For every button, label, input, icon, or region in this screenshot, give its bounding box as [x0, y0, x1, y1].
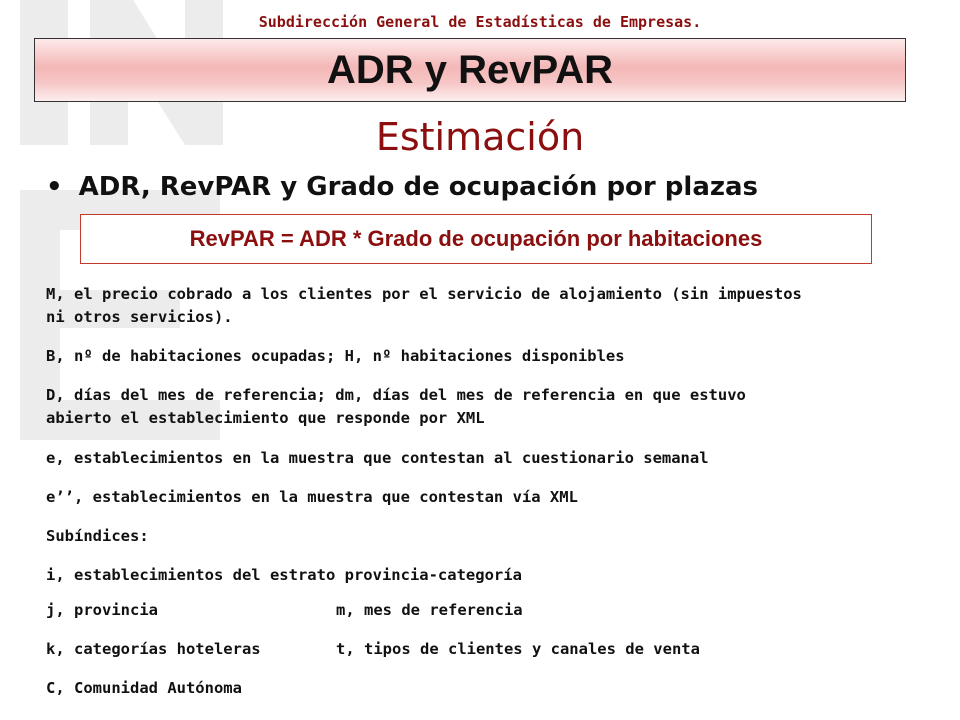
formula-text: RevPAR = ADR * Grado de ocupación por habitaciones: [189, 226, 763, 251]
def-t: t, tipos de clientes y canales de venta: [336, 640, 700, 658]
def-j: j, provincia: [46, 601, 158, 619]
def-c: C, Comunidad Autónoma: [46, 679, 242, 697]
bullet-heading: [46, 172, 758, 202]
def-b: B, nº de habitaciones ocupadas; H, nº habitaciones disponibles: [46, 347, 625, 365]
def-m-line1: M, el precio cobrado a los clientes por el servicio de alojamiento (sin impuestos: [46, 285, 802, 303]
section-subtitle: Estimación: [375, 115, 585, 159]
def-d-line1: D, días del mes de referencia; dm, días del mes de referencia en que estuvo: [46, 386, 746, 404]
def-d-line2: abierto el establecimiento que responde por XML: [46, 409, 485, 427]
def-k: k, categorías hoteleras: [46, 640, 261, 658]
def-subindices: Subíndices:: [46, 527, 149, 545]
def-m-line2: ni otros servicios).: [46, 308, 233, 326]
title-banner: [34, 38, 906, 102]
bullet-text: ADR, RevPAR y Grado de ocupación por plazas: [78, 172, 759, 202]
page-title: ADR y RevPAR: [327, 47, 613, 92]
def-row-k-t: [46, 638, 906, 661]
def-e2: e’’, establecimientos en la muestra que contestan vía XML: [46, 488, 578, 506]
bullet-symbol: •: [46, 172, 63, 202]
organization-header: Subdirección General de Estadísticas de Empresas.: [258, 13, 702, 31]
formula-box: [80, 214, 872, 264]
def-row-j-m: [46, 599, 906, 622]
def-m: m, mes de referencia: [336, 601, 523, 619]
def-i: i, establecimientos del estrato provincia-categoría: [46, 566, 522, 584]
def-e: e, establecimientos en la muestra que contestan al cuestionario semanal: [46, 449, 709, 467]
